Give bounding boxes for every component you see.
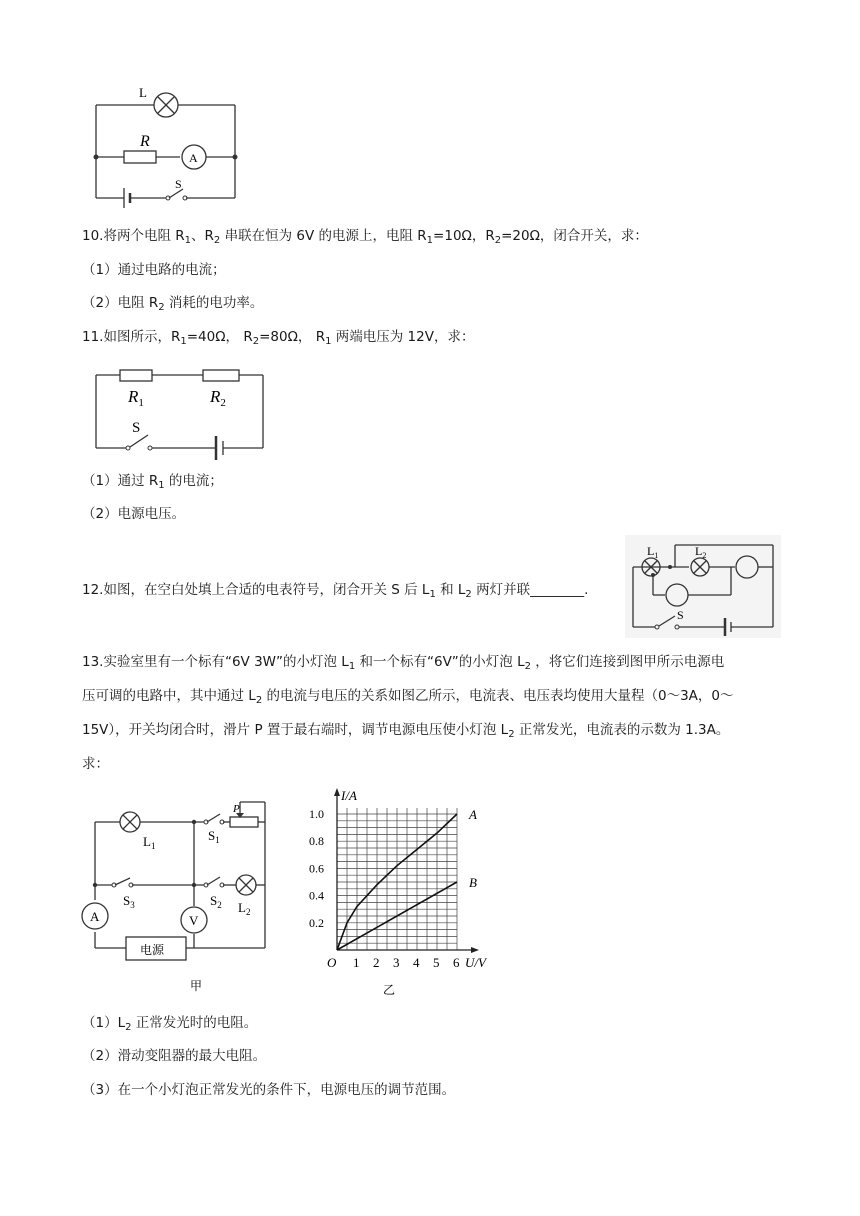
ammeter-label: A [189,151,198,165]
voltmeter-label: V [189,913,199,928]
x-tick-label: 5 [433,955,440,970]
question-10-stem: 10.将两个电阻 $R_1$、$R_2$ 串联在恒为 6V 的电源上，电阻 $R_1=10\Omega$，$R_2=20\Omega$，闭合开关，求： [82,228,648,246]
y-tick-label: 0.4 [309,888,324,903]
question-13-line-1: 13.实验室里有一个标有“6V 3W”的小灯泡 $L_1$ 和一个标有“6V”的小灯泡 $L_2$ ，将它们连接到图甲所示电源电 [82,654,725,672]
r2-label: $R_2$ [210,387,226,409]
y-axis-label: I/A [341,788,357,803]
l2-label: $L_2$ [238,900,251,917]
figure-caption-jia: 甲 [190,979,203,993]
question-10-part-2: （2）电阻 $R_2$ 消耗的电功率。 [82,295,264,313]
s3-label: $S_3$ [123,893,135,910]
x-tick-label: 6 [453,955,460,970]
circuit-figure-11 [86,360,272,465]
s2-label: $S_2$ [210,893,222,910]
question-11-part-2: （2）电源电压。 [82,506,186,522]
x-tick-label: 1 [353,955,360,970]
lamp-label: L [139,85,147,100]
ammeter-label: A [90,909,100,924]
question-13-line-3: 15V），开关均闭合时，滑片 P 置于最右端时，调节电源电压使小灯泡 $L_2$ 正常发光，电流表的示数为 1.3A。 [82,722,730,740]
question-13-part-2: （2）滑动变阻器的最大电阻。 [82,1048,267,1064]
l1-label: $L_1$ [647,544,659,560]
series-label-A: A [469,807,477,822]
l2-label: $L_2$ [695,544,707,560]
switch-label: S [132,420,141,436]
resistor-label: R [140,133,150,150]
x-axis-label: U/V [465,955,486,970]
question-13-part-3: （3）在一个小灯泡正常发光的条件下，电源电压的调节范围。 [82,1082,456,1098]
y-tick-label: 0.2 [309,915,324,930]
x-tick-label: 3 [393,955,400,970]
x-tick-label: 2 [373,955,380,970]
y-tick-label: 0.6 [309,861,324,876]
y-axis-arrow [334,788,340,796]
y-tick-label: 0.8 [309,834,324,849]
graph-labels [309,788,488,997]
series-label-B: B [469,875,477,890]
switch-label: S [677,608,684,622]
graph-grid [337,808,457,950]
x-axis-arrow [471,947,479,953]
x-tick-label: 4 [413,955,420,970]
question-13-line-2: 压可调的电路中，其中通过 $L_2$ 的电流与电压的关系如图乙所示，电流表、电压表均使用大量程（0～3A，0～ [82,688,734,706]
circuit-figure-9 [82,80,252,215]
circuit-figure-13a [78,800,278,996]
iu-graph [305,788,486,1000]
switch-label: S [175,177,182,191]
question-10-part-1: （1）通过电路的电流； [82,262,226,278]
question-11-part-1: （1）通过 $R_1$ 的电流； [82,473,223,491]
question-12-stem: 12.如图，在空白处填上合适的电表符号，闭合开关 S 后 $L_1$ 和 $L_2$ 两灯并联________. [82,582,589,600]
y-tick-label: 1.0 [309,807,324,821]
circuit-figure-12 [625,535,781,638]
slider-p-label: P [233,803,240,815]
origin-label: O [327,955,337,970]
question-13-part-1: $(1)L_2$ 正常发光时的电阻。 [82,1015,258,1033]
r1-label: $R_1$ [128,387,144,409]
power-source-label: 电源 [140,943,165,957]
l1-label: $L_1$ [143,834,156,851]
s1-label: $S_1$ [208,828,220,845]
figure-caption-yi: 乙 [383,983,396,997]
question-13-line-4: 求： [82,756,109,772]
question-11-stem: 11.如图所示，$R_1=40\Omega$， $R_2=80\Omega$， $R_1$ 两端电压为 12V，求： [82,329,475,347]
